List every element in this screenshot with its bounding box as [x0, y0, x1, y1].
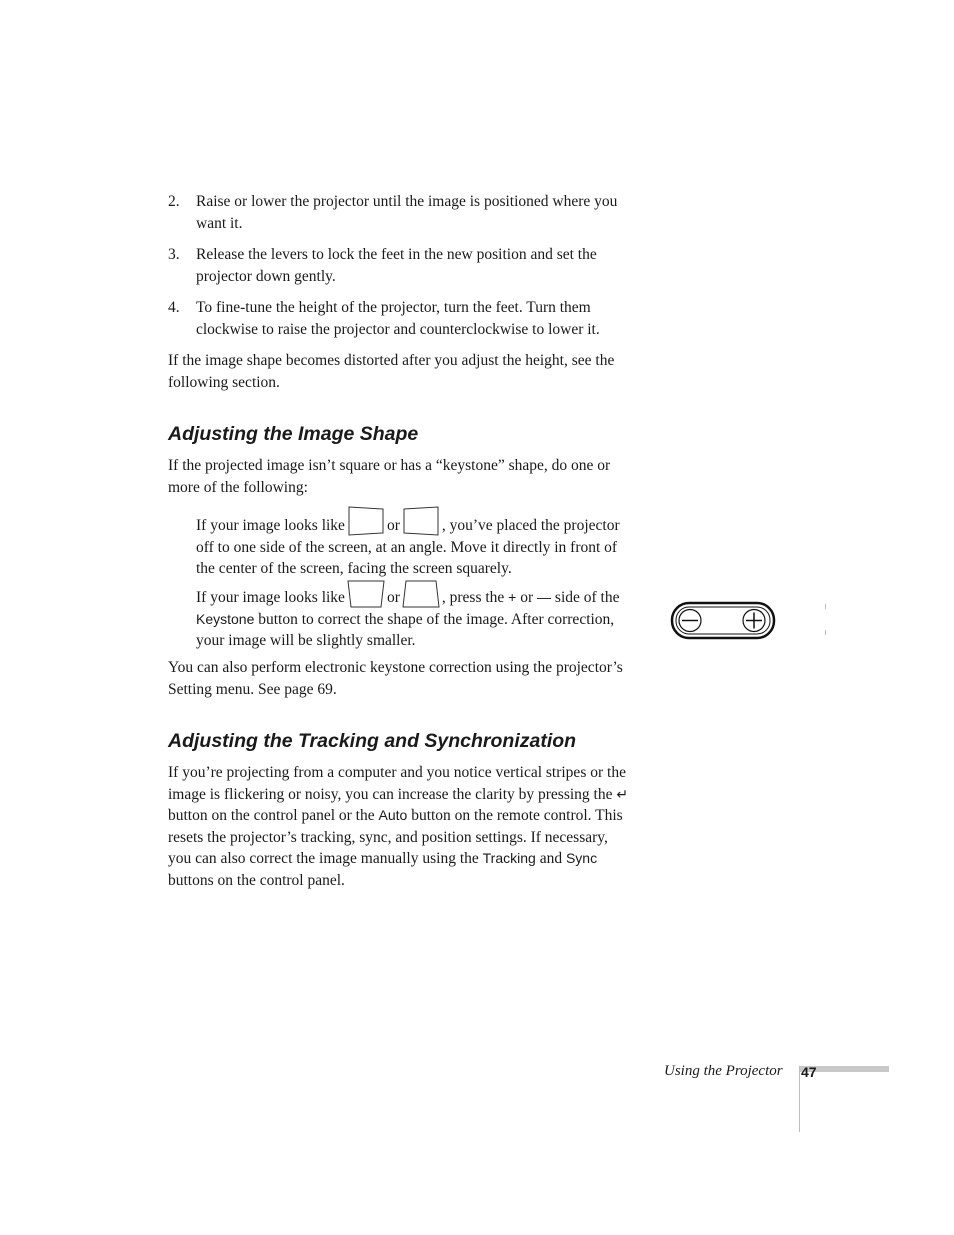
keystone-button-illustration: [670, 601, 778, 641]
section-closing: You can also perform electronic keystone correction using the projector’s Setting menu. See page 69.: [168, 659, 623, 698]
bullet-text: side of the: [554, 589, 620, 606]
step-text: To fine-tune the height of the projector, turn the feet. Turn them clockwise to raise the projector and counterclockwise to lower it.: [196, 299, 600, 338]
step-text: Raise or lower the projector until the image is positioned where you want it.: [196, 193, 618, 232]
enter-icon: ↵: [616, 785, 629, 802]
sync-button-name: Sync: [565, 850, 598, 866]
keystone-wide-top-icon: [347, 580, 385, 608]
paragraph-text: If you’re projecting from a computer and you notice vertical stripes or the image is flickering or noisy, you can increase the clarity by pressing the: [168, 764, 626, 803]
bullet-text: or: [386, 517, 400, 534]
bullet-text: If your image looks like: [196, 589, 345, 606]
tracking-paragraph: [168, 762, 633, 891]
plus-key: +: [508, 589, 517, 605]
footer-rule: [799, 1066, 800, 1132]
bullet-text: button to correct the shape of the image. After correction, your image will be slightly smaller.: [196, 610, 615, 649]
bullet-text: If your image looks like: [196, 517, 345, 534]
keystone-bullet-side: [196, 506, 636, 580]
footer-section-title: Using the Projector: [664, 1063, 783, 1079]
margin-tick: [825, 630, 826, 635]
bullet-text: or: [386, 589, 400, 606]
keystone-left-tilt-icon: [347, 506, 385, 536]
paragraph-text: buttons on the control panel.: [168, 871, 345, 889]
step-2: [168, 191, 633, 234]
bullet-text: or: [520, 589, 534, 606]
step-4: [168, 297, 633, 340]
margin-tick: [825, 604, 826, 609]
step-number: 4.: [168, 299, 180, 316]
step-number: 2.: [168, 193, 180, 210]
keystone-button-name: Keystone: [196, 610, 255, 627]
step-3: [168, 244, 633, 287]
bullet-text: , press the: [441, 589, 505, 606]
section-intro: If the projected image isn’t square or has a “keystone” shape, do one or more of the following:: [168, 457, 611, 496]
minus-key: —: [537, 589, 552, 605]
paragraph-after-steps: If the image shape becomes distorted after you adjust the height, see the following section.: [168, 352, 615, 391]
paragraph-text: button on the remote control. This resets the projector’s tracking, sync, and position settings. If necessary, you can also correct the image manually using the: [168, 807, 623, 867]
auto-button-name: Auto: [378, 807, 408, 823]
step-text: Release the levers to lock the feet in the new position and set the projector down gently.: [196, 246, 597, 285]
keystone-right-tilt-icon: [402, 506, 440, 536]
tracking-button-name: Tracking: [482, 850, 536, 866]
paragraph-text: and: [539, 850, 563, 867]
keystone-bullet-vertical: [196, 580, 636, 652]
page-number: 47: [801, 1064, 817, 1080]
section-heading-image-shape: Adjusting the Image Shape: [168, 423, 419, 445]
bullet-text: , you’ve placed the projector off to one side of the screen, at an angle. Move it directly in front of the center of the screen, facing the screen squarely.: [196, 517, 620, 577]
step-number: 3.: [168, 246, 180, 263]
keystone-wide-bottom-icon: [402, 580, 440, 608]
section-heading-tracking: Adjusting the Tracking and Synchronization: [168, 730, 577, 752]
paragraph-text: button on the control panel or the: [168, 807, 375, 824]
